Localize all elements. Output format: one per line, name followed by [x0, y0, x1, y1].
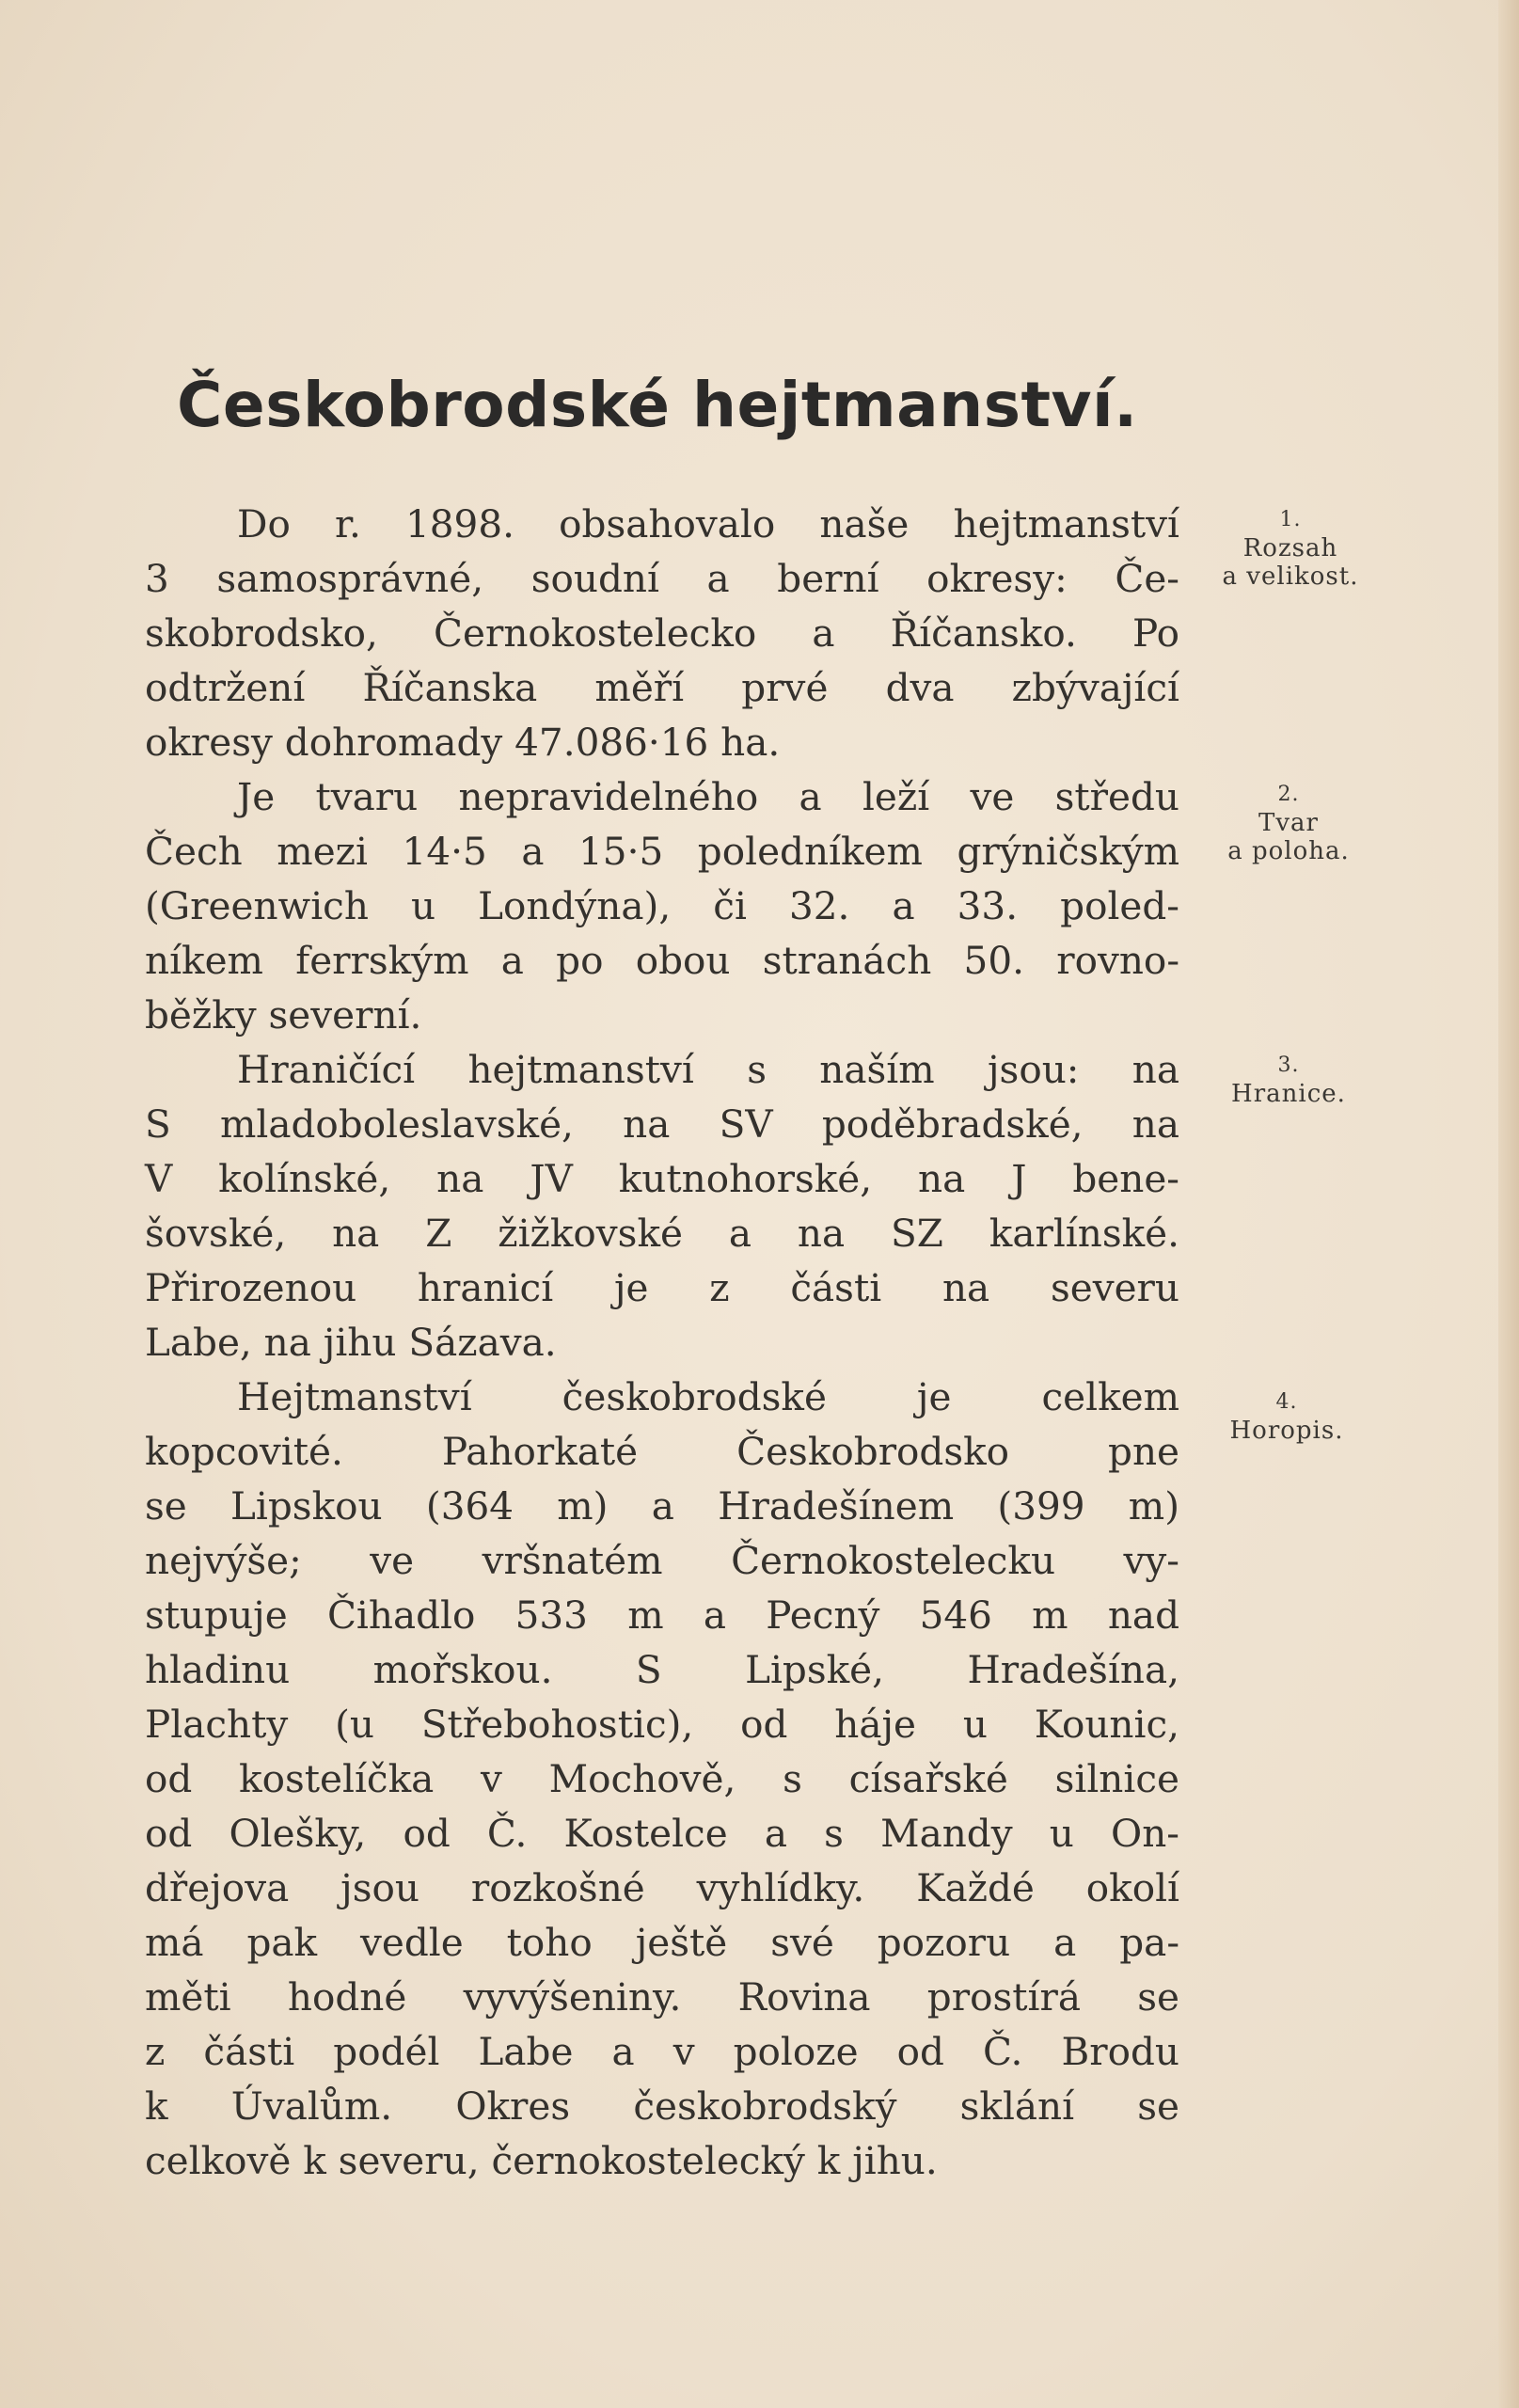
sidenote-rozsah	[1196, 506, 1385, 591]
sidenote-label: a velikost.	[1222, 562, 1359, 591]
sidenote-label: a poloha.	[1227, 837, 1350, 865]
sidenote-number: 1.	[1279, 508, 1302, 531]
text-line: z části podél Labe a v poloze od Č. Brodu	[145, 2029, 1179, 2074]
paragraph-hranice	[145, 1042, 1179, 1370]
text-line: níkem ferrským a po obou stranách 50. rovno-	[145, 938, 1179, 983]
text-line: šovské, na Z žižkovské a na SZ karlínské.	[145, 1211, 1179, 1256]
text-line: kopcovité. Pahorkaté Českobrodsko pne	[145, 1429, 1179, 1474]
text-line: dřejova jsou rozkošné vyhlídky. Každé okolí	[145, 1865, 1179, 1910]
sidenote-label: Horopis.	[1229, 1417, 1344, 1445]
text-line: (Greenwich u Londýna), či 32. a 33. poled-	[145, 883, 1179, 928]
text-line: hladinu mořskou. S Lipské, Hradešína,	[145, 1647, 1179, 1692]
text-line: 3 samosprávné, soudní a berní okresy: Če-	[145, 556, 1179, 601]
text-line: od kostelíčka v Mochově, s císařské silnice	[145, 1756, 1179, 1801]
text-line: skobrodsko, Černokostelecko a Říčansko. Po	[145, 610, 1179, 656]
sidenote-hranice	[1195, 1052, 1383, 1108]
text-line: Do r. 1898. obsahovalo naše hejtmanství	[237, 501, 1179, 547]
text-line: Čech mezi 14·5 a 15·5 poledníkem grýničským	[145, 829, 1179, 874]
sidenote-label: Hranice.	[1231, 1080, 1346, 1108]
text-line: nejvýše; ve vršnatém Černokostelecku vy-	[145, 1538, 1179, 1583]
sidenote-number: 2.	[1277, 783, 1300, 806]
text-line: měti hodné vyvýšeniny. Rovina prostírá se	[145, 1974, 1179, 2020]
text-line: okresy dohromady 47.086·16 ha.	[145, 720, 781, 765]
text-line: odtržení Říčanska měří prvé dva zbývající	[145, 665, 1179, 710]
body-text	[145, 497, 1179, 2188]
paragraph-horopis	[145, 1370, 1179, 2188]
sidenote-tvar	[1195, 781, 1383, 865]
text-line: má pak vedle toho ještě své pozoru a pa-	[145, 1920, 1179, 1965]
text-line: se Lipskou (364 m) a Hradešínem (399 m)	[145, 1483, 1179, 1529]
text-line: Plachty (u Střebohostic), od háje u Kounic,	[145, 1702, 1179, 1747]
sidenote-label: Rozsah	[1242, 534, 1338, 562]
text-line: Hejtmanství českobrodské je celkem	[237, 1374, 1179, 1419]
text-line: od Olešky, od Č. Kostelce a s Mandy u On-	[145, 1811, 1179, 1856]
text-line: Přirozenou hranicí je z části na severu	[145, 1265, 1179, 1310]
text-line: V kolínské, na JV kutnohorské, na J bene-	[145, 1156, 1179, 1201]
text-line: Labe, na jihu Sázava.	[145, 1320, 557, 1365]
page-title: Českobrodské hejtmanství.	[177, 369, 1138, 441]
text-line: běžky severní.	[145, 992, 422, 1038]
page-edge	[1498, 0, 1519, 2408]
text-line: Je tvaru nepravidelného a leží ve středu	[237, 774, 1179, 819]
sidenote-number: 4.	[1275, 1390, 1298, 1414]
text-line: k Úvalům. Okres českobrodský sklání se	[145, 2083, 1179, 2129]
text-line: Hraničící hejtmanství s naším jsou: na	[237, 1047, 1179, 1092]
paragraph-rozsah	[145, 497, 1179, 769]
paragraph-tvar	[145, 769, 1179, 1042]
text-line: celkově k severu, černokostelecký k jihu.	[145, 2138, 938, 2183]
sidenote-number: 3.	[1277, 1054, 1300, 1077]
sidenote-label: Tvar	[1258, 809, 1319, 837]
text-line: stupuje Čihadlo 533 m a Pecný 546 m nad	[145, 1592, 1179, 1638]
sidenote-horopis	[1193, 1388, 1381, 1445]
text-line: S mladoboleslavské, na SV poděbradské, na	[145, 1101, 1179, 1147]
